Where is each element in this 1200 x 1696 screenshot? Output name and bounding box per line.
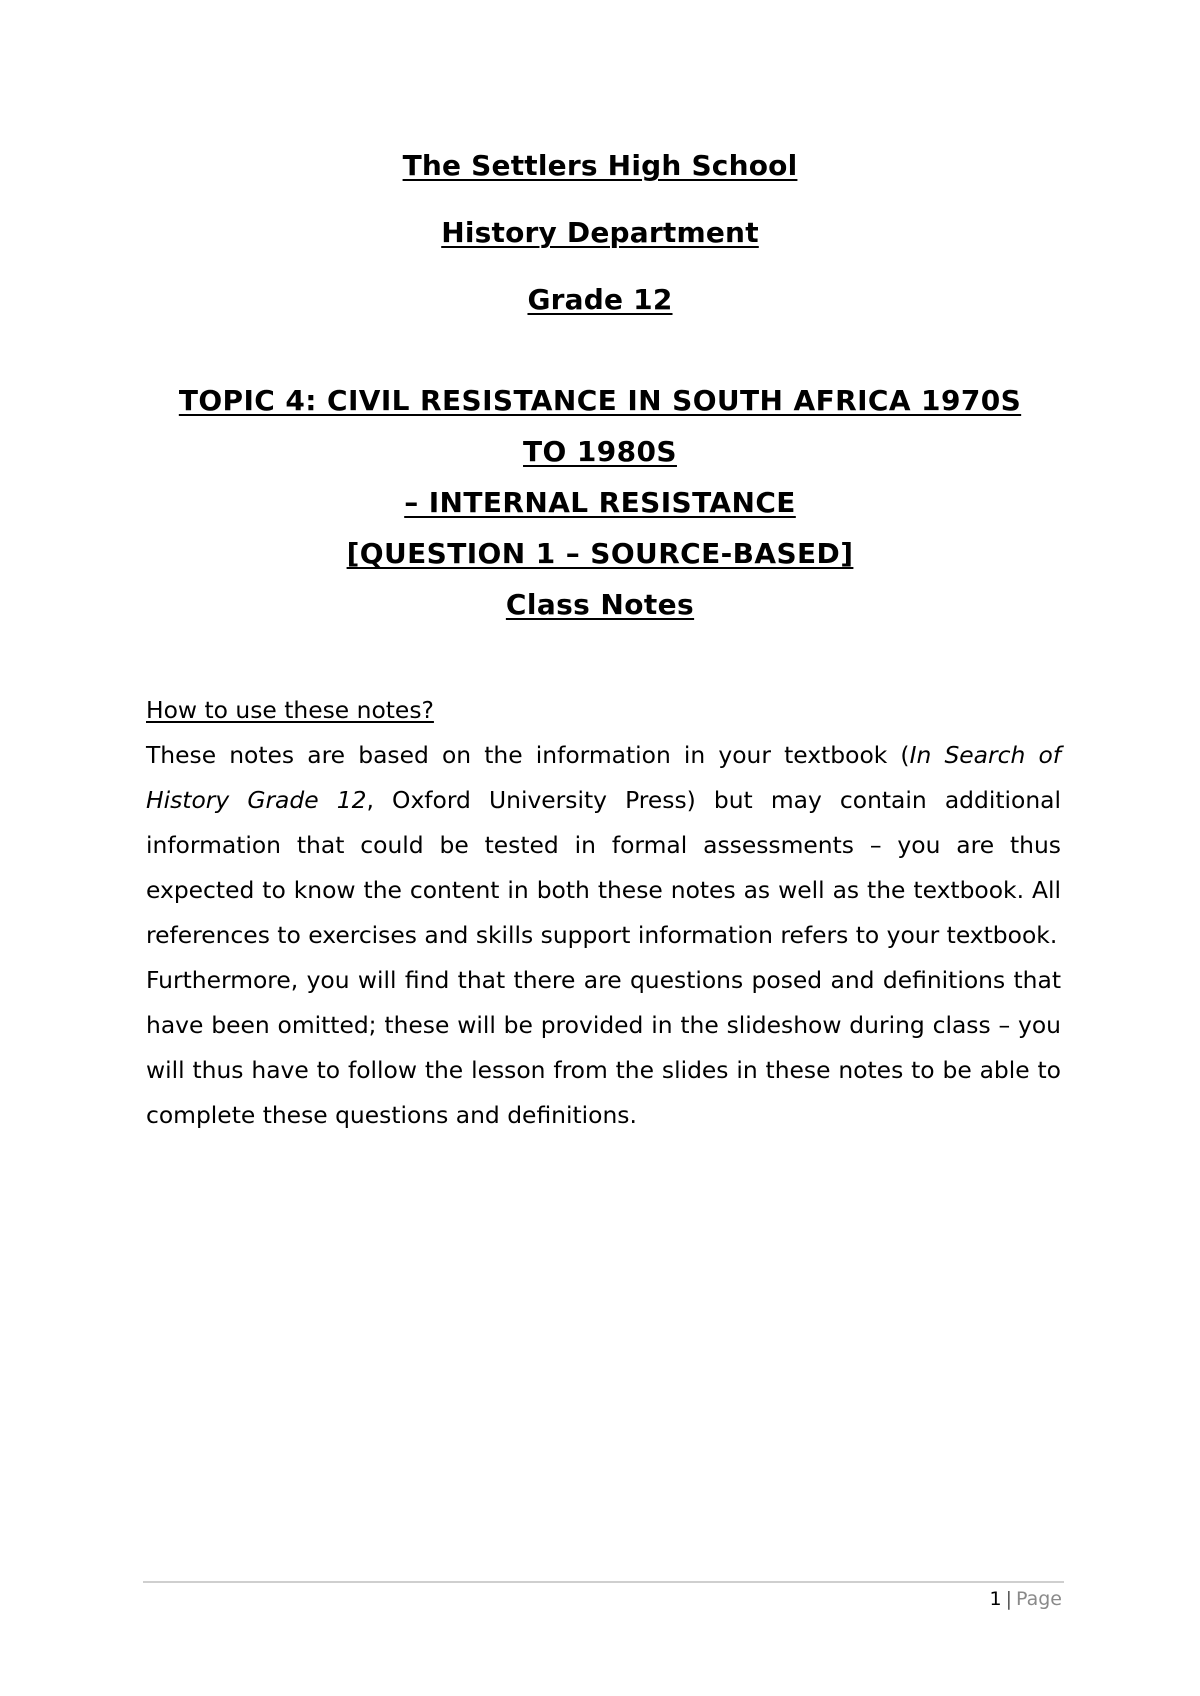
- topic-title-line-2: TO 1980S: [523, 435, 677, 468]
- class-notes-label: Class Notes: [505, 588, 695, 621]
- topic-title-line-1: TOPIC 4: CIVIL RESISTANCE IN SOUTH AFRICA 1970S: [178, 384, 1022, 417]
- question-type: [QUESTION 1 – SOURCE-BASED]: [346, 537, 854, 570]
- school-name: The Settlers High School: [402, 149, 798, 182]
- intro-heading: How to use these notes?: [146, 696, 434, 724]
- page-number: 1: [989, 1588, 1002, 1610]
- page-footer: [990, 1586, 1063, 1612]
- para1-text-b: , Oxford University Press) but may contain additional information that could be tested in formal assessments – you are thus expected to know the content in both these notes as well as the textbook. All references to exercises and skills support information refers to your textbook.: [146, 786, 1061, 949]
- footer-separator: |: [1005, 1588, 1012, 1610]
- footer-divider: [143, 1581, 1064, 1583]
- textbook-title: In Search of History Grade 12: [146, 741, 1062, 814]
- intro-paragraph-1: [146, 733, 1061, 958]
- grade-label: Grade 12: [527, 283, 673, 316]
- department-name: History Department: [441, 216, 759, 249]
- para1-text-a: These notes are based on the information in your textbook (: [146, 741, 910, 769]
- topic-title-line-3: – INTERNAL RESISTANCE: [404, 486, 796, 519]
- intro-paragraph-2: Furthermore, you will find that there are questions posed and definitions that have been omitted; these will be provided in the slideshow during class – you will thus have to follow the lesson from the slides in these notes to be able to complete these questions and definitions.: [146, 966, 1061, 1129]
- page-label: Page: [1016, 1588, 1062, 1610]
